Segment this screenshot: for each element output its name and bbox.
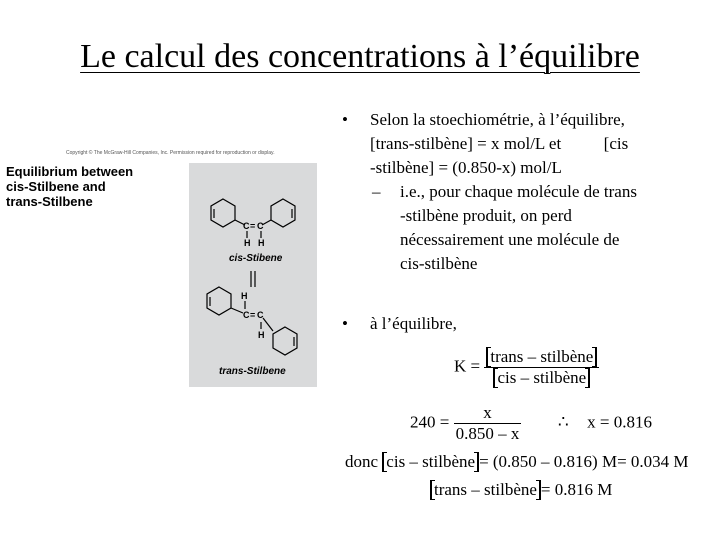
eq2-result: x = 0.816 [587,412,653,432]
trans-concentration: trans – stilbène [430,480,541,500]
cis-left-ring [211,199,235,227]
figure-heading-line1: Equilibrium between [6,164,134,179]
trans-left-ring [207,287,231,315]
trans-concentration-equation [430,480,612,500]
k-value-equation [410,403,652,444]
k-numerator: trans – stilbène [486,347,597,367]
k-fraction [484,347,599,388]
bullet-item-stoichiometry [342,108,714,180]
bullet1-line1: Selon la stoechiométrie, à l’équilibre, [370,110,625,129]
trans-c1: C [243,310,250,320]
sub-line1: i.e., pour chaque molécule de trans [400,182,637,201]
cis-label: cis-Stibene [229,253,283,264]
cis-concentration-equation [345,452,689,472]
cis-double-bond: = [250,221,256,231]
bullet-item-equilibrium [342,314,457,334]
cis-concentration: cis – stilbène [382,452,479,472]
eq2-fraction [454,403,522,444]
trans-right-ring [273,327,297,355]
trans-c2: C [257,310,264,320]
sub-line4: cis-stilbène [400,254,478,273]
k-lhs: K = [454,356,481,376]
cis-c1: C [243,221,250,231]
bullet-list [342,108,714,276]
cis-concentration-value: = (0.850 – 0.816) M= 0.034 M [479,452,689,471]
bullet1-line2: [trans-stilbène] = x mol/L et [cis [370,134,629,153]
sub-line3: nécessairement une molécule de [400,230,620,249]
trans-h2: H [258,330,265,340]
bullet2-text: à l’équilibre, [370,314,457,333]
eq2-denominator: 0.850 – x [455,424,520,443]
bullet-marker: • [342,110,348,129]
sub-bullet-marker: – [372,182,381,201]
figure-heading [6,164,176,209]
stilbene-figure-panel [189,163,317,387]
therefore-symbol: ∴ [557,412,569,432]
trans-concentration-value: = 0.816 M [540,480,613,499]
trans-h1: H [241,291,248,301]
donc-label: donc [345,452,379,471]
bullet1-line3: -stilbène] = (0.850-x) mol/L [370,158,562,177]
k-expression [454,347,599,388]
eq2-lhs: 240 = [410,412,450,432]
cis-h2: H [258,238,265,248]
sub-line2: -stilbène produit, on perd [400,206,572,225]
figure-heading-line3: trans-Stilbene [6,194,93,209]
cis-c2: C [257,221,264,231]
k-denominator: cis – stilbène [493,368,590,388]
cis-right-ring [271,199,295,227]
trans-label: trans-Stilbene [219,366,286,377]
sub-bullet-item [342,180,714,276]
trans-double-bond: = [250,310,256,320]
figure-copyright: Copyright © The McGraw-Hill Companies, Inc. Permission required for reproduction or display. [66,150,275,156]
bullet-marker: • [342,314,348,333]
eq2-numerator: x [454,403,522,424]
figure-heading-line2: cis-Stilbene and [6,179,106,194]
stilbene-structures-diagram [189,163,317,387]
slide-title: Le calcul des concentrations à l’équilibre [80,38,640,75]
cis-h1: H [244,238,251,248]
